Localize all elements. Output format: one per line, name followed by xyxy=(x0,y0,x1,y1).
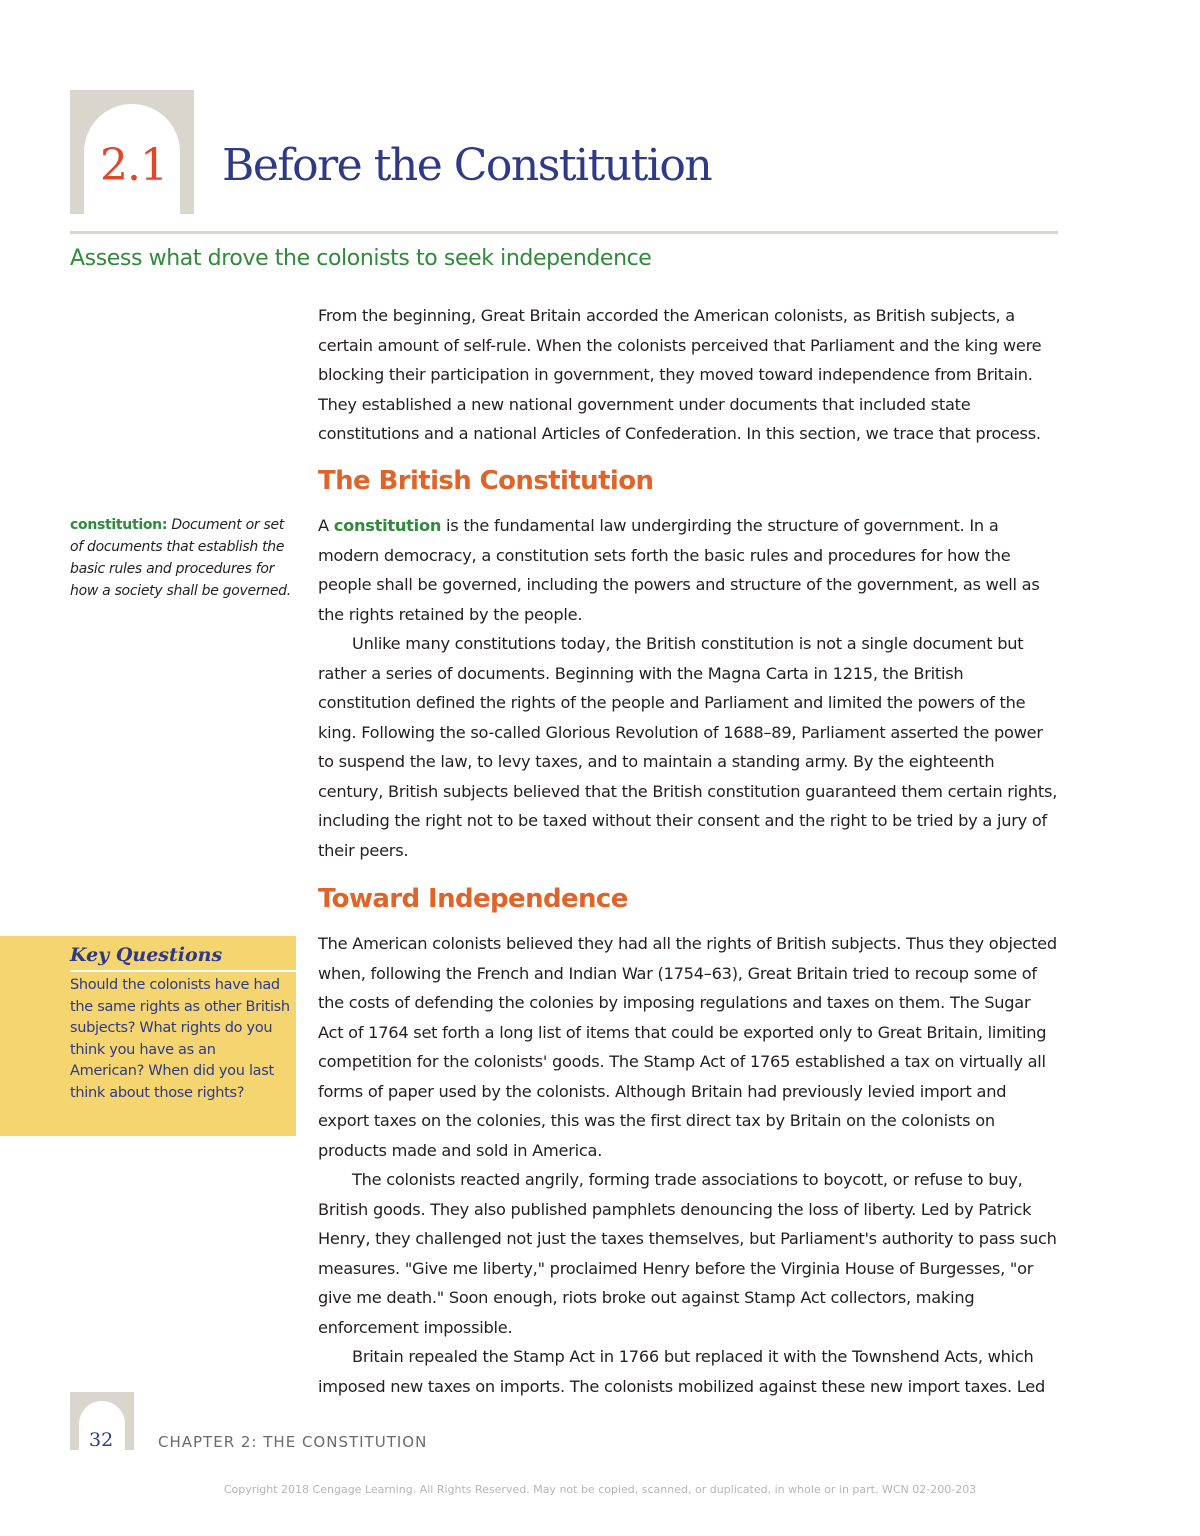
british-paragraph-2: Unlike many constitutions today, the British constitution is not a single document but rather a series of documents. Beginning with the Magna Carta in 1215, the British constitution defined the rights of the people and Parliament and limited the powers of the king. Following the so-called Glorious Revolution of 1688–89, Parliament asserted the power to suspend the law, to levy taxes, and to maintain a standing army. By the eighteenth century, British subjects believed that the British constitution guaranteed them certain rights, including the right not to be taxed without their consent and the right to be tried by a jury of their peers. xyxy=(318,634,1058,860)
section-number: 2.1 xyxy=(100,140,167,191)
intro-text: From the beginning, Great Britain accorded the American colonists, as British subjects, a certain amount of self-rule. When the colonists perceived that Parliament and the king were blocking their participation in government, they moved toward independence from Britain. They established a new national government under documents that included state constitutions and a national Articles of Confederation. In this section, we trace that process. xyxy=(318,306,1042,443)
toward-section-body xyxy=(318,929,1058,1401)
key-term-constitution[interactable]: constitution xyxy=(333,516,442,535)
heading-toward-independence: Toward Independence xyxy=(318,884,628,914)
key-questions-text: Should the colonists have had the same rights as other British subjects? What rights do you think you have as an American? When did you last think about those rights? xyxy=(70,977,290,1101)
toward-paragraph-1: The American colonists believed they had all the rights of British subjects. Thus they objected when, following the French and Indian War (1754–63), Great Britain tried to recoup some of the costs of defending the colonies by imposing regulations and taxes on them. The Sugar Act of 1764 set forth a long list of items that could be exported only to Great Britain, limiting competition for the colonists' goods. The Stamp Act of 1765 established a tax on virtually all forms of paper used by the colonists. Although Britain had previously levied import and export taxes on the colonies, this was the first direct tax by Britain on the colonists on products made and sold in America. xyxy=(318,934,1057,1160)
chapter-label: CHAPTER 2: THE CONSTITUTION xyxy=(158,1433,428,1451)
toward-paragraph-3: Britain repealed the Stamp Act in 1766 but replaced it with the Townshend Acts, which imposed new taxes on imports. The colonists mobilized against these new import taxes. Led xyxy=(318,1347,1045,1396)
key-questions-divider xyxy=(70,970,296,972)
glossary-term: constitution: xyxy=(70,517,168,533)
section-title: Before the Constitution xyxy=(222,140,712,191)
glossary-definition: Document or set of documents that establish the basic rules and procedures for how a society shall be governed. xyxy=(70,517,291,599)
page-number: 32 xyxy=(89,1429,114,1451)
header-divider xyxy=(70,231,1058,234)
intro-paragraph xyxy=(318,301,1058,449)
copyright-notice: Copyright 2018 Cengage Learning. All Rights Reserved. May not be copied, scanned, or duplicated, in whole or in part. WCN 02-200-203 xyxy=(223,1483,977,1496)
key-questions-title: Key Questions xyxy=(70,944,223,966)
glossary-note xyxy=(70,514,292,602)
learning-objective: Assess what drove the colonists to seek independence xyxy=(70,246,652,271)
heading-british-constitution: The British Constitution xyxy=(318,466,654,496)
toward-paragraph-2: The colonists reacted angrily, forming trade associations to boycott, or refuse to buy, British goods. They also published pamphlets denouncing the loss of liberty. Led by Patrick Henry, they challenged not just the taxes themselves, but Parliament's authority to pass such measures. "Give me liberty," proclaimed Henry before the Virginia House of Burgesses, "or give me death." Soon enough, riots broke out against Stamp Act collectors, making enforcement impossible. xyxy=(318,1170,1057,1337)
british-paragraph-1: A constitution is the fundamental law undergirding the structure of government. In a modern democracy, a constitution sets forth the basic rules and procedures for how the people shall be governed, including the powers and structure of the government, as well as the rights retained by the people. xyxy=(318,516,1040,624)
british-section-body xyxy=(318,511,1058,865)
